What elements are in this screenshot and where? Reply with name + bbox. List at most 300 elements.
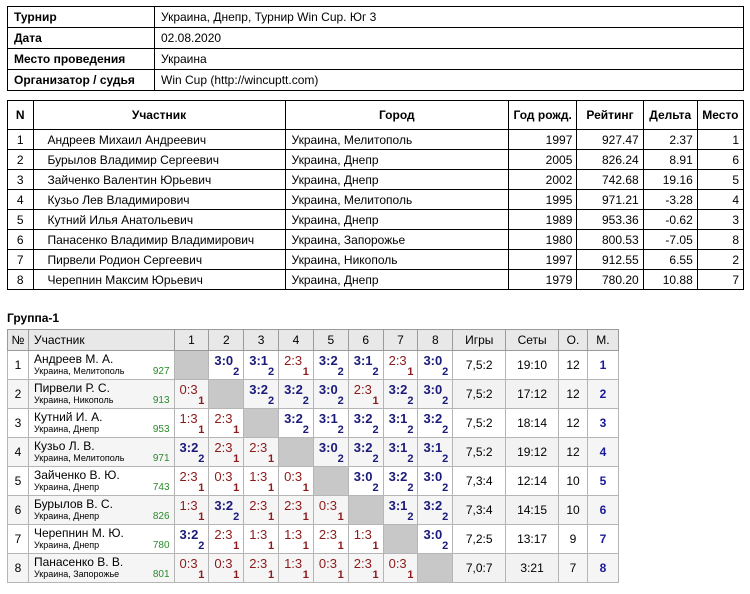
match-score bbox=[279, 380, 314, 409]
match-points: 2 bbox=[407, 482, 414, 494]
group-row-number: 8 bbox=[8, 554, 29, 583]
match-sets: 2:3 bbox=[353, 382, 372, 397]
match-points: 2 bbox=[337, 453, 344, 465]
match-points: 2 bbox=[372, 424, 379, 436]
match-points: 1 bbox=[337, 511, 344, 523]
info-value: Украина, Днепр, Турнир Win Cup. Юг 3 bbox=[155, 7, 744, 28]
match-points: 2 bbox=[302, 395, 309, 407]
points-total: 12 bbox=[559, 409, 588, 438]
match-sets: 2:3 bbox=[284, 353, 303, 368]
match-score bbox=[209, 525, 244, 554]
group-row bbox=[8, 380, 619, 409]
match-score bbox=[383, 496, 418, 525]
match-sets: 3:2 bbox=[249, 382, 269, 397]
match-score bbox=[244, 554, 279, 583]
match-sets: 0:3 bbox=[179, 382, 198, 397]
match-score bbox=[383, 409, 418, 438]
player-name: Бурылов В. С. bbox=[33, 497, 113, 511]
participant-cell: 8 bbox=[697, 230, 743, 250]
match-points: 1 bbox=[372, 395, 379, 407]
participant-cell: 6 bbox=[8, 230, 34, 250]
participant-cell: 3 bbox=[697, 210, 743, 230]
match-sets: 2:3 bbox=[318, 527, 337, 542]
self-cell bbox=[348, 496, 383, 525]
group-row-number: 1 bbox=[8, 351, 29, 380]
sets-total: 19:10 bbox=[506, 351, 559, 380]
match-score bbox=[313, 409, 348, 438]
match-sets: 3:0 bbox=[318, 382, 338, 397]
match-points: 1 bbox=[233, 482, 240, 494]
participant-cell: 3 bbox=[8, 170, 34, 190]
match-points: 2 bbox=[407, 511, 414, 523]
group-header: 5 bbox=[313, 330, 348, 351]
match-score bbox=[348, 380, 383, 409]
match-sets: 3:2 bbox=[318, 353, 338, 368]
games-total: 7,5:2 bbox=[453, 438, 506, 467]
participant-cell: Кутний Илья Анатольевич bbox=[33, 210, 285, 230]
match-points: 2 bbox=[407, 453, 414, 465]
match-score bbox=[418, 409, 453, 438]
group-player bbox=[28, 496, 174, 525]
participant-cell: 7 bbox=[697, 270, 743, 290]
info-value: Украина bbox=[155, 49, 744, 70]
match-points: 2 bbox=[442, 395, 449, 407]
player-city: Украина, Мелитополь bbox=[33, 366, 125, 376]
match-points: 2 bbox=[267, 395, 275, 407]
group-row-number: 2 bbox=[8, 380, 29, 409]
match-score bbox=[209, 409, 244, 438]
group-row bbox=[8, 496, 619, 525]
group-player bbox=[28, 467, 174, 496]
info-row bbox=[8, 49, 744, 70]
match-points: 1 bbox=[337, 540, 344, 552]
player-rating: 927 bbox=[152, 366, 170, 377]
sets-total: 3:21 bbox=[506, 554, 559, 583]
group-row-number: 6 bbox=[8, 496, 29, 525]
participant-cell: 4 bbox=[697, 190, 743, 210]
participants-header: Дельта bbox=[643, 101, 697, 130]
match-points: 2 bbox=[372, 453, 379, 465]
match-sets: 0:3 bbox=[284, 469, 303, 484]
match-score bbox=[348, 438, 383, 467]
match-points: 2 bbox=[407, 395, 414, 407]
group-row bbox=[8, 438, 619, 467]
participant-cell: 1997 bbox=[509, 130, 577, 150]
match-score bbox=[418, 351, 453, 380]
match-sets: 2:3 bbox=[214, 411, 233, 426]
info-key: Организатор / судья bbox=[8, 70, 155, 91]
match-sets: 3:0 bbox=[423, 527, 443, 542]
match-score bbox=[174, 438, 209, 467]
match-points: 1 bbox=[267, 511, 275, 523]
player-rating: 913 bbox=[152, 395, 170, 406]
match-sets: 3:0 bbox=[214, 353, 234, 368]
match-score bbox=[209, 438, 244, 467]
participant-cell: 5 bbox=[8, 210, 34, 230]
group-header: № bbox=[8, 330, 29, 351]
participant-cell: 953.36 bbox=[577, 210, 643, 230]
match-score bbox=[174, 496, 209, 525]
participant-cell: 2005 bbox=[509, 150, 577, 170]
participant-cell: Украина, Мелитополь bbox=[285, 190, 508, 210]
player-name: Кузьо Л. В. bbox=[33, 439, 95, 453]
final-place: 4 bbox=[587, 438, 618, 467]
match-points: 1 bbox=[198, 569, 205, 581]
match-points: 2 bbox=[337, 366, 344, 378]
participant-cell: Украина, Никополь bbox=[285, 250, 508, 270]
participant-cell: Пирвели Родион Сергеевич bbox=[33, 250, 285, 270]
match-score bbox=[279, 496, 314, 525]
match-points: 1 bbox=[233, 453, 240, 465]
match-score bbox=[418, 496, 453, 525]
match-points: 1 bbox=[267, 540, 275, 552]
match-sets: 3:1 bbox=[423, 440, 443, 455]
participants-header: Участник bbox=[33, 101, 285, 130]
games-total: 7,2:5 bbox=[453, 525, 506, 554]
sets-total: 12:14 bbox=[506, 467, 559, 496]
match-points: 2 bbox=[198, 540, 205, 552]
participant-cell: 1 bbox=[8, 130, 34, 150]
group-header: Игры bbox=[453, 330, 506, 351]
info-row bbox=[8, 28, 744, 49]
match-score bbox=[209, 467, 244, 496]
match-points: 1 bbox=[302, 482, 309, 494]
participant-cell: -0.62 bbox=[643, 210, 697, 230]
participant-cell: Украина, Мелитополь bbox=[285, 130, 508, 150]
participant-row bbox=[8, 190, 744, 210]
group-row bbox=[8, 351, 619, 380]
self-cell bbox=[313, 467, 348, 496]
match-sets: 1:3 bbox=[353, 527, 372, 542]
match-points: 2 bbox=[302, 424, 309, 436]
points-total: 12 bbox=[559, 380, 588, 409]
participant-row bbox=[8, 170, 744, 190]
info-key: Турнир bbox=[8, 7, 155, 28]
participant-cell: Зайченко Валентин Юрьевич bbox=[33, 170, 285, 190]
match-sets: 3:2 bbox=[353, 411, 373, 426]
participant-row bbox=[8, 270, 744, 290]
participant-cell: 10.88 bbox=[643, 270, 697, 290]
match-sets: 2:3 bbox=[388, 353, 407, 368]
self-cell bbox=[209, 380, 244, 409]
match-score bbox=[244, 438, 279, 467]
group-row bbox=[8, 409, 619, 438]
group-header: 7 bbox=[383, 330, 418, 351]
group-row bbox=[8, 525, 619, 554]
participant-row bbox=[8, 230, 744, 250]
match-sets: 3:2 bbox=[179, 440, 199, 455]
player-rating: 826 bbox=[152, 511, 170, 522]
points-total: 9 bbox=[559, 525, 588, 554]
player-city: Украина, Никополь bbox=[33, 395, 114, 405]
participant-row bbox=[8, 210, 744, 230]
match-score bbox=[174, 525, 209, 554]
match-sets: 3:1 bbox=[388, 440, 408, 455]
player-city: Украина, Днепр bbox=[33, 482, 100, 492]
match-score bbox=[418, 467, 453, 496]
match-points: 1 bbox=[302, 540, 309, 552]
player-name: Андреев М. А. bbox=[33, 352, 114, 366]
participant-cell: Кузьо Лев Владимирович bbox=[33, 190, 285, 210]
match-score bbox=[383, 438, 418, 467]
match-sets: 2:3 bbox=[353, 556, 372, 571]
group-player bbox=[28, 525, 174, 554]
sets-total: 17:12 bbox=[506, 380, 559, 409]
group-player bbox=[28, 554, 174, 583]
player-name: Зайченко В. Ю. bbox=[33, 468, 120, 482]
match-sets: 0:3 bbox=[388, 556, 407, 571]
participant-cell: 912.55 bbox=[577, 250, 643, 270]
participant-cell: 2.37 bbox=[643, 130, 697, 150]
match-sets: 1:3 bbox=[179, 411, 198, 426]
match-sets: 1:3 bbox=[284, 527, 303, 542]
match-points: 2 bbox=[198, 453, 205, 465]
match-sets: 1:3 bbox=[249, 527, 268, 542]
participant-cell: Черепнин Максим Юрьевич bbox=[33, 270, 285, 290]
points-total: 12 bbox=[559, 438, 588, 467]
match-points: 1 bbox=[372, 540, 379, 552]
info-value: 02.08.2020 bbox=[155, 28, 744, 49]
participant-cell: Украина, Запорожье bbox=[285, 230, 508, 250]
match-score bbox=[313, 496, 348, 525]
player-city: Украина, Днепр bbox=[33, 424, 100, 434]
match-score bbox=[279, 554, 314, 583]
match-score bbox=[383, 467, 418, 496]
final-place: 5 bbox=[587, 467, 618, 496]
participant-cell: 6.55 bbox=[643, 250, 697, 270]
participants-header: Год рожд. bbox=[509, 101, 577, 130]
info-row bbox=[8, 7, 744, 28]
group-player bbox=[28, 380, 174, 409]
group-row-number: 3 bbox=[8, 409, 29, 438]
participant-cell: 1980 bbox=[509, 230, 577, 250]
match-score bbox=[418, 380, 453, 409]
match-score bbox=[244, 380, 279, 409]
participants-header: Место bbox=[697, 101, 743, 130]
match-score bbox=[279, 525, 314, 554]
match-score bbox=[279, 467, 314, 496]
participant-cell: 780.20 bbox=[577, 270, 643, 290]
participant-cell: 19.16 bbox=[643, 170, 697, 190]
tournament-info-table bbox=[7, 6, 744, 91]
match-score bbox=[348, 554, 383, 583]
match-score bbox=[313, 380, 348, 409]
match-sets: 1:3 bbox=[179, 498, 198, 513]
match-sets: 3:1 bbox=[318, 411, 338, 426]
match-sets: 3:2 bbox=[423, 498, 443, 513]
match-sets: 3:2 bbox=[284, 411, 303, 426]
match-points: 2 bbox=[267, 366, 275, 378]
match-score bbox=[174, 409, 209, 438]
player-city: Украина, Днепр bbox=[33, 540, 100, 550]
participant-row bbox=[8, 250, 744, 270]
sets-total: 13:17 bbox=[506, 525, 559, 554]
match-points: 1 bbox=[198, 424, 205, 436]
match-points: 1 bbox=[233, 569, 240, 581]
match-sets: 3:2 bbox=[423, 411, 443, 426]
sets-total: 19:12 bbox=[506, 438, 559, 467]
match-score bbox=[313, 351, 348, 380]
participant-cell: 1979 bbox=[509, 270, 577, 290]
player-rating: 801 bbox=[152, 569, 170, 580]
match-score bbox=[209, 351, 244, 380]
sets-total: 18:14 bbox=[506, 409, 559, 438]
participant-cell: 2002 bbox=[509, 170, 577, 190]
player-rating: 743 bbox=[152, 482, 170, 493]
self-cell bbox=[279, 438, 314, 467]
match-points: 2 bbox=[372, 366, 379, 378]
points-total: 7 bbox=[559, 554, 588, 583]
match-score bbox=[244, 496, 279, 525]
group-header: Сеты bbox=[506, 330, 559, 351]
player-name: Пирвели Р. С. bbox=[33, 381, 110, 395]
info-key: Место проведения bbox=[8, 49, 155, 70]
points-total: 10 bbox=[559, 496, 588, 525]
match-sets: 3:2 bbox=[284, 382, 303, 397]
group-header: Участник bbox=[28, 330, 174, 351]
participant-cell: 826.24 bbox=[577, 150, 643, 170]
match-score bbox=[174, 380, 209, 409]
match-sets: 2:3 bbox=[214, 440, 233, 455]
match-sets: 3:0 bbox=[318, 440, 338, 455]
match-points: 2 bbox=[337, 424, 344, 436]
self-cell bbox=[383, 525, 418, 554]
player-rating: 780 bbox=[152, 540, 170, 551]
match-points: 1 bbox=[372, 569, 379, 581]
match-sets: 3:1 bbox=[388, 498, 408, 513]
match-points: 1 bbox=[407, 366, 414, 378]
match-points: 1 bbox=[267, 569, 275, 581]
match-sets: 3:2 bbox=[179, 527, 199, 542]
match-score bbox=[383, 351, 418, 380]
participants-header: N bbox=[8, 101, 34, 130]
match-sets: 3:0 bbox=[423, 382, 443, 397]
participant-cell: Украина, Днепр bbox=[285, 270, 508, 290]
games-total: 7,0:7 bbox=[453, 554, 506, 583]
match-sets: 2:3 bbox=[249, 556, 268, 571]
games-total: 7,3:4 bbox=[453, 467, 506, 496]
match-sets: 3:2 bbox=[214, 498, 234, 513]
match-points: 2 bbox=[442, 511, 449, 523]
group-player bbox=[28, 351, 174, 380]
match-sets: 3:1 bbox=[388, 411, 408, 426]
info-key: Дата bbox=[8, 28, 155, 49]
match-points: 2 bbox=[442, 453, 449, 465]
match-score bbox=[348, 525, 383, 554]
player-name: Панасенко В. В. bbox=[33, 555, 124, 569]
match-sets: 0:3 bbox=[318, 556, 337, 571]
match-points: 2 bbox=[442, 424, 449, 436]
match-points: 2 bbox=[442, 540, 449, 552]
final-place: 2 bbox=[587, 380, 618, 409]
final-place: 7 bbox=[587, 525, 618, 554]
match-score bbox=[418, 438, 453, 467]
match-points: 2 bbox=[407, 424, 414, 436]
match-sets: 3:2 bbox=[353, 440, 373, 455]
match-points: 1 bbox=[302, 511, 309, 523]
group-results-table bbox=[7, 329, 619, 583]
match-score bbox=[209, 554, 244, 583]
match-score bbox=[279, 351, 314, 380]
participant-cell: Андреев Михаил Андреевич bbox=[33, 130, 285, 150]
group-player bbox=[28, 409, 174, 438]
participant-cell: 1 bbox=[697, 130, 743, 150]
group-row-number: 7 bbox=[8, 525, 29, 554]
match-score bbox=[383, 554, 418, 583]
match-points: 1 bbox=[337, 569, 344, 581]
match-sets: 2:3 bbox=[249, 498, 268, 513]
match-points: 2 bbox=[233, 366, 240, 378]
match-sets: 0:3 bbox=[214, 469, 233, 484]
group-row bbox=[8, 467, 619, 496]
match-points: 2 bbox=[337, 395, 344, 407]
match-points: 1 bbox=[267, 453, 275, 465]
participant-cell: 4 bbox=[8, 190, 34, 210]
match-score bbox=[279, 409, 314, 438]
match-score bbox=[313, 525, 348, 554]
match-sets: 0:3 bbox=[179, 556, 198, 571]
match-points: 1 bbox=[198, 511, 205, 523]
games-total: 7,5:2 bbox=[453, 380, 506, 409]
player-city: Украина, Мелитополь bbox=[33, 453, 125, 463]
player-name: Черепнин М. Ю. bbox=[33, 526, 124, 540]
group-header: 3 bbox=[244, 330, 279, 351]
match-score bbox=[244, 467, 279, 496]
group-player bbox=[28, 438, 174, 467]
match-points: 1 bbox=[233, 424, 240, 436]
participant-cell: 6 bbox=[697, 150, 743, 170]
final-place: 6 bbox=[587, 496, 618, 525]
match-sets: 2:3 bbox=[214, 527, 233, 542]
participants-table bbox=[7, 100, 744, 290]
match-sets: 3:0 bbox=[423, 353, 443, 368]
participant-cell: 742.68 bbox=[577, 170, 643, 190]
match-points: 2 bbox=[442, 482, 449, 494]
player-city: Украина, Запорожье bbox=[33, 569, 120, 579]
participants-header: Город bbox=[285, 101, 508, 130]
match-score bbox=[313, 554, 348, 583]
participant-cell: 2 bbox=[697, 250, 743, 270]
match-points: 2 bbox=[233, 511, 240, 523]
match-score bbox=[244, 525, 279, 554]
participant-cell: 1997 bbox=[509, 250, 577, 270]
sets-total: 14:15 bbox=[506, 496, 559, 525]
match-points: 1 bbox=[302, 569, 309, 581]
match-sets: 2:3 bbox=[179, 469, 198, 484]
match-points: 1 bbox=[198, 482, 205, 494]
group-header: 6 bbox=[348, 330, 383, 351]
match-sets: 2:3 bbox=[249, 440, 268, 455]
games-total: 7,5:2 bbox=[453, 409, 506, 438]
participants-header: Рейтинг bbox=[577, 101, 643, 130]
points-total: 12 bbox=[559, 351, 588, 380]
participant-cell: Украина, Днепр bbox=[285, 210, 508, 230]
group-header: 2 bbox=[209, 330, 244, 351]
match-points: 2 bbox=[372, 482, 379, 494]
match-score bbox=[348, 467, 383, 496]
match-score bbox=[348, 351, 383, 380]
match-sets: 1:3 bbox=[284, 556, 303, 571]
participant-cell: Украина, Днепр bbox=[285, 150, 508, 170]
info-value: Win Cup (http://wincuptt.com) bbox=[155, 70, 744, 91]
final-place: 3 bbox=[587, 409, 618, 438]
participant-cell: 1995 bbox=[509, 190, 577, 210]
final-place: 8 bbox=[587, 554, 618, 583]
match-points: 1 bbox=[302, 366, 309, 378]
participant-cell: -7.05 bbox=[643, 230, 697, 250]
participant-cell: 8.91 bbox=[643, 150, 697, 170]
group-header: М. bbox=[587, 330, 618, 351]
